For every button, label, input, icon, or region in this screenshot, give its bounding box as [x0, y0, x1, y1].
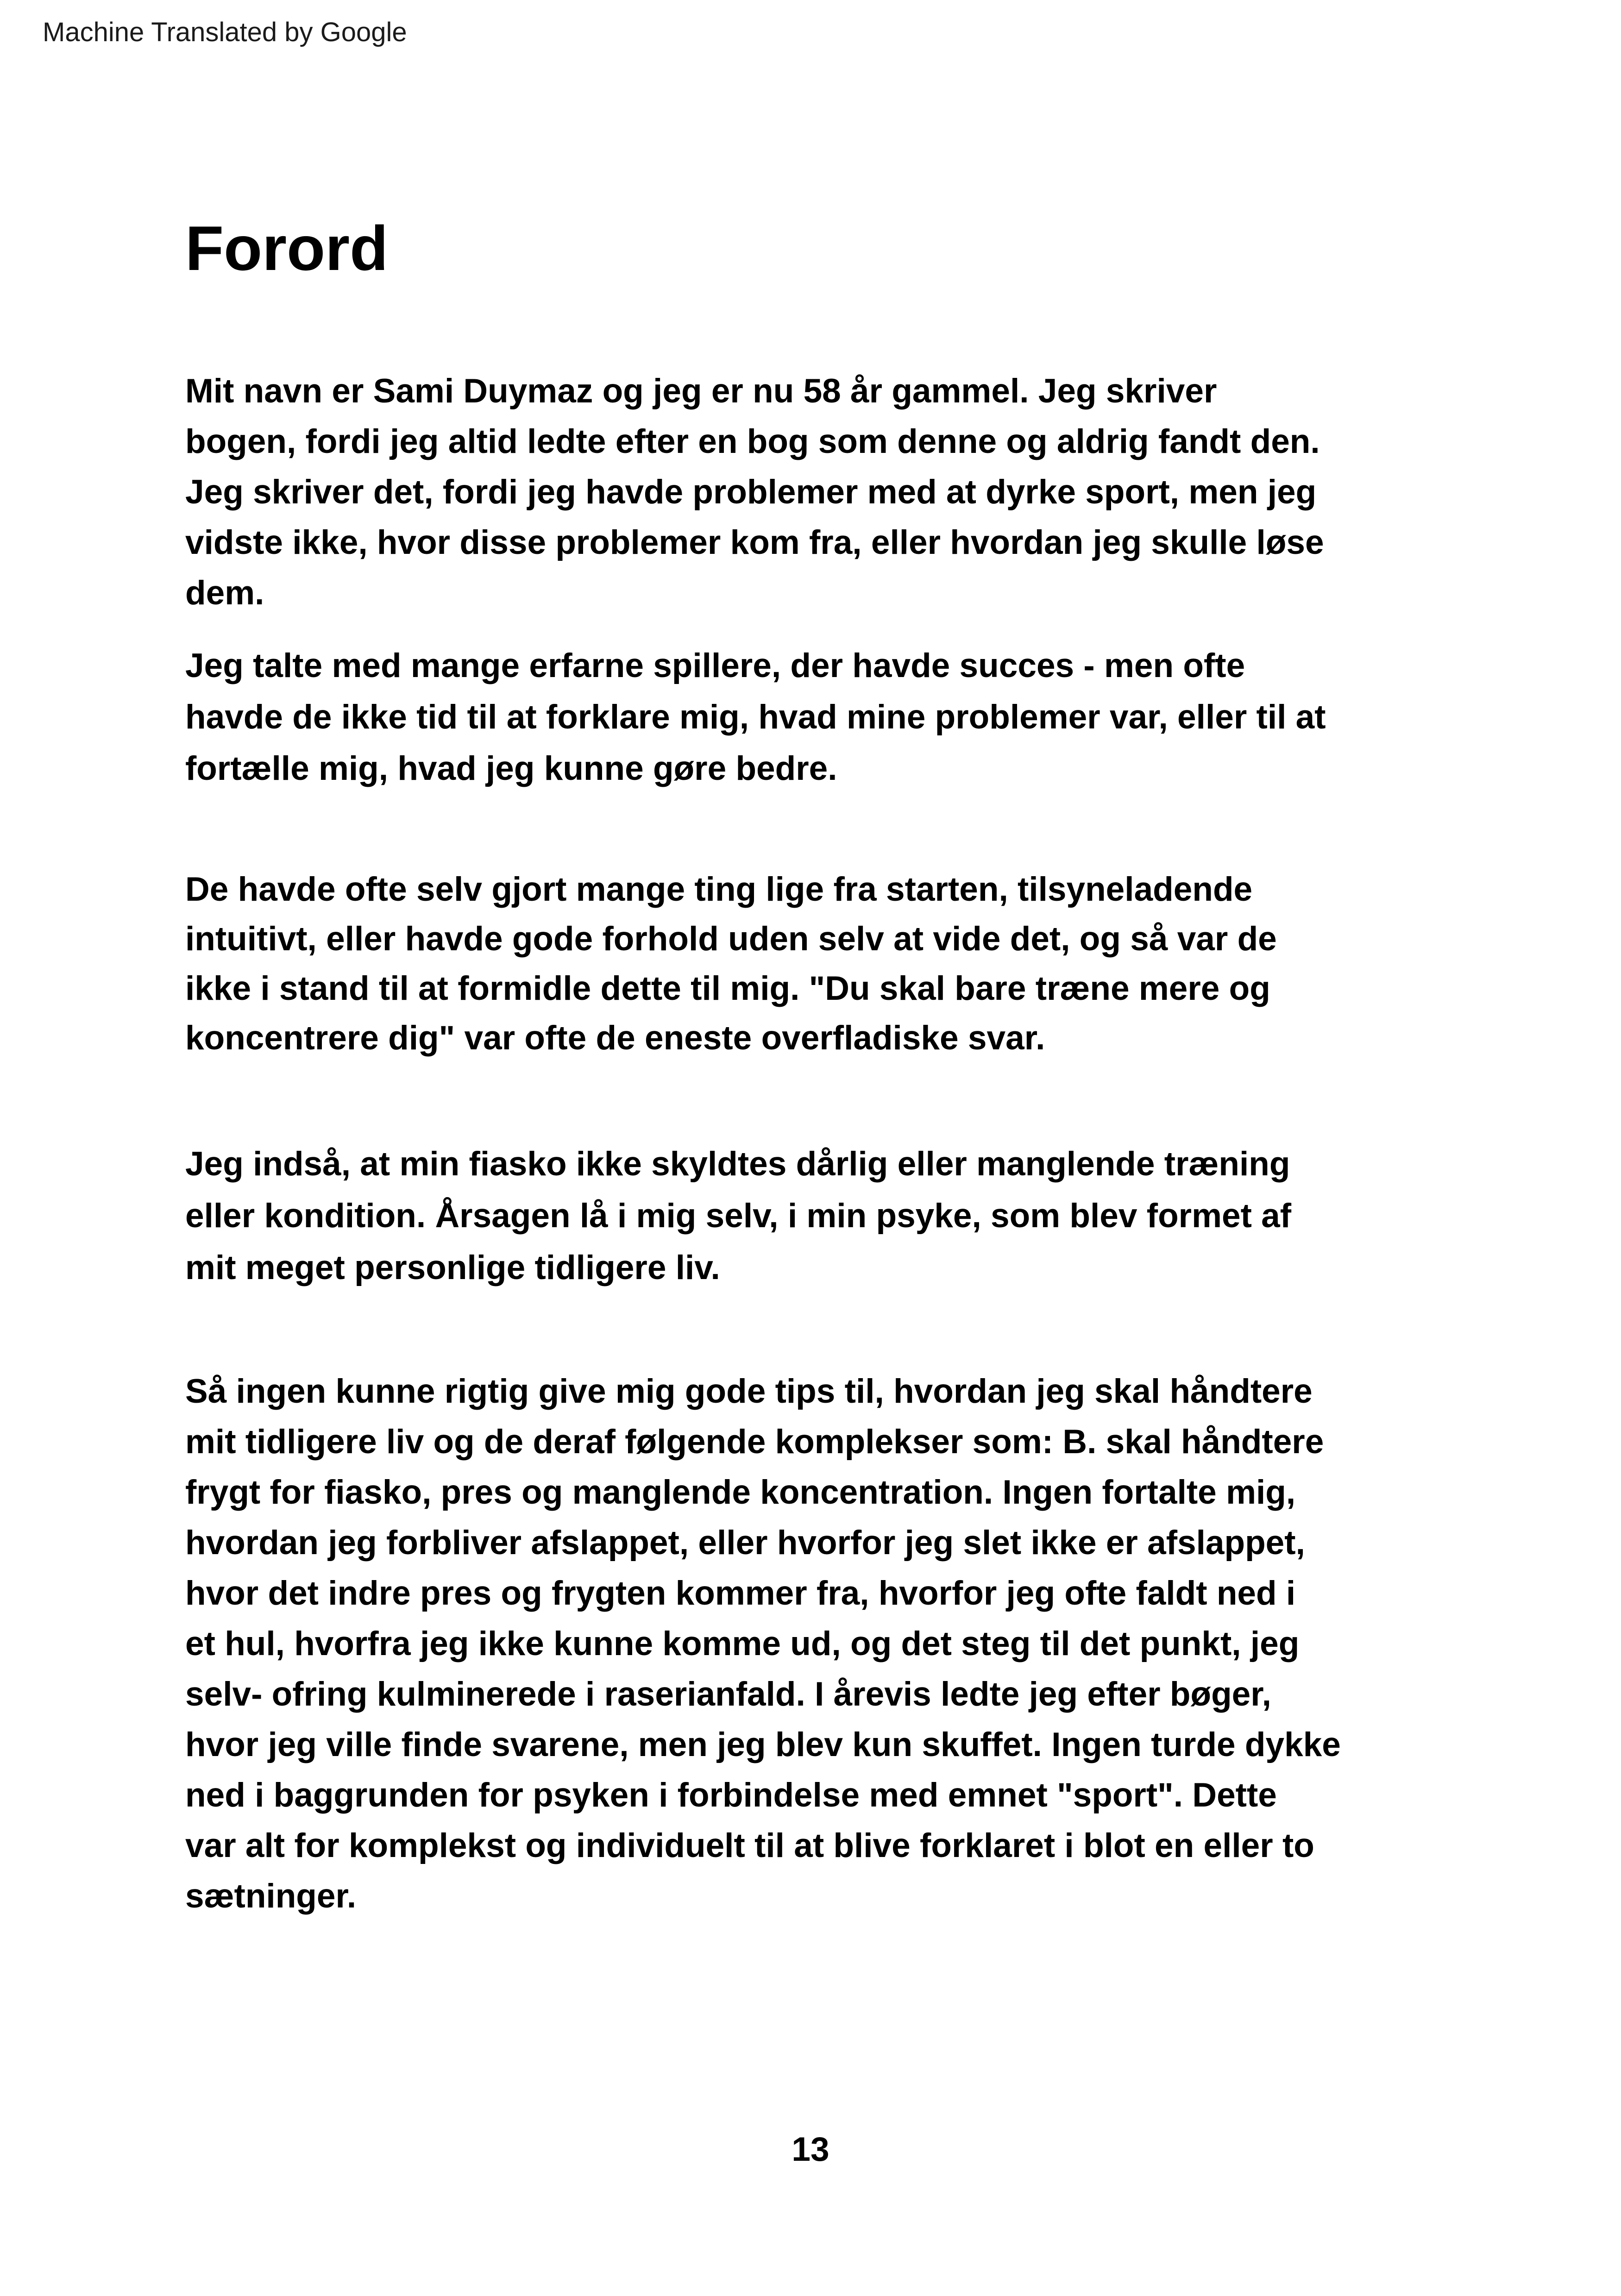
paragraph-line: frygt for fiasko, pres og manglende koncentration. Ingen fortalte mig, [185, 1474, 1296, 1511]
paragraph-3 [185, 865, 1277, 1063]
paragraph-4 [185, 1138, 1291, 1294]
paragraph-line: mit meget personlige tidligere liv. [185, 1249, 720, 1286]
paragraph-line: Jeg talte med mange erfarne spillere, der havde succes - men ofte [185, 647, 1245, 684]
paragraph-line: Jeg skriver det, fordi jeg havde problemer med at dyrke sport, men jeg [185, 473, 1317, 511]
paragraph-line: sætninger. [185, 1877, 357, 1915]
paragraph-line: selv- ofring kulminerede i raserianfald. I årevis ledte jeg efter bøger, [185, 1675, 1271, 1713]
paragraph-line: et hul, hvorfra jeg ikke kunne komme ud, og det steg til det punkt, jeg [185, 1625, 1300, 1662]
paragraph-1 [185, 366, 1324, 618]
paragraph-line: ned i baggrunden for psyken i forbindelse med emnet "sport". Dette [185, 1776, 1277, 1814]
machine-translated-label: Machine Translated by Google [43, 17, 407, 47]
paragraph-line: De havde ofte selv gjort mange ting lige fra starten, tilsyneladende [185, 871, 1253, 908]
paragraph-line: koncentrere dig" var ofte de eneste overfladiske svar. [185, 1019, 1045, 1057]
paragraph-line: var alt for komplekst og individuelt til at blive forklaret i blot en eller to [185, 1827, 1314, 1864]
paragraph-line: eller kondition. Årsagen lå i mig selv, i min psyke, som blev formet af [185, 1197, 1292, 1235]
paragraph-line: hvor det indre pres og frygten kommer fra, hvorfor jeg ofte faldt ned i [185, 1575, 1296, 1612]
paragraph-line: dem. [185, 574, 264, 612]
paragraph-5 [185, 1366, 1341, 1921]
paragraph-line: hvor jeg ville finde svarene, men jeg blev kun skuffet. Ingen turde dykke [185, 1726, 1341, 1763]
page-title: Forord [185, 213, 389, 283]
paragraph-line: Så ingen kunne rigtig give mig gode tips til, hvordan jeg skal håndtere [185, 1373, 1313, 1410]
paragraph-line: intuitivt, eller havde gode forhold uden selv at vide det, og så var de [185, 920, 1277, 958]
paragraph-line: ikke i stand til at formidle dette til mig. "Du skal bare træne mere og [185, 970, 1270, 1007]
page-number: 13 [792, 2131, 829, 2168]
paragraph-line: Jeg indså, at min fiasko ikke skyldtes dårlig eller manglende træning [185, 1145, 1290, 1183]
paragraph-line: bogen, fordi jeg altid ledte efter en bog som denne og aldrig fandt den. [185, 423, 1320, 460]
paragraph-line: vidste ikke, hvor disse problemer kom fra, eller hvordan jeg skulle løse [185, 524, 1324, 561]
paragraph-line: hvordan jeg forbliver afslappet, eller hvorfor jeg slet ikke er afslappet, [185, 1524, 1305, 1562]
paragraph-line: fortælle mig, hvad jeg kunne gøre bedre. [185, 750, 837, 787]
paragraph-line: Mit navn er Sami Duymaz og jeg er nu 58 år gammel. Jeg skriver [185, 372, 1217, 410]
paragraph-line: mit tidligere liv og de deraf følgende komplekser som: B. skal håndtere [185, 1423, 1324, 1461]
paragraph-2 [185, 640, 1326, 794]
paragraph-line: havde de ikke tid til at forklare mig, hvad mine problemer var, eller til at [185, 698, 1326, 736]
